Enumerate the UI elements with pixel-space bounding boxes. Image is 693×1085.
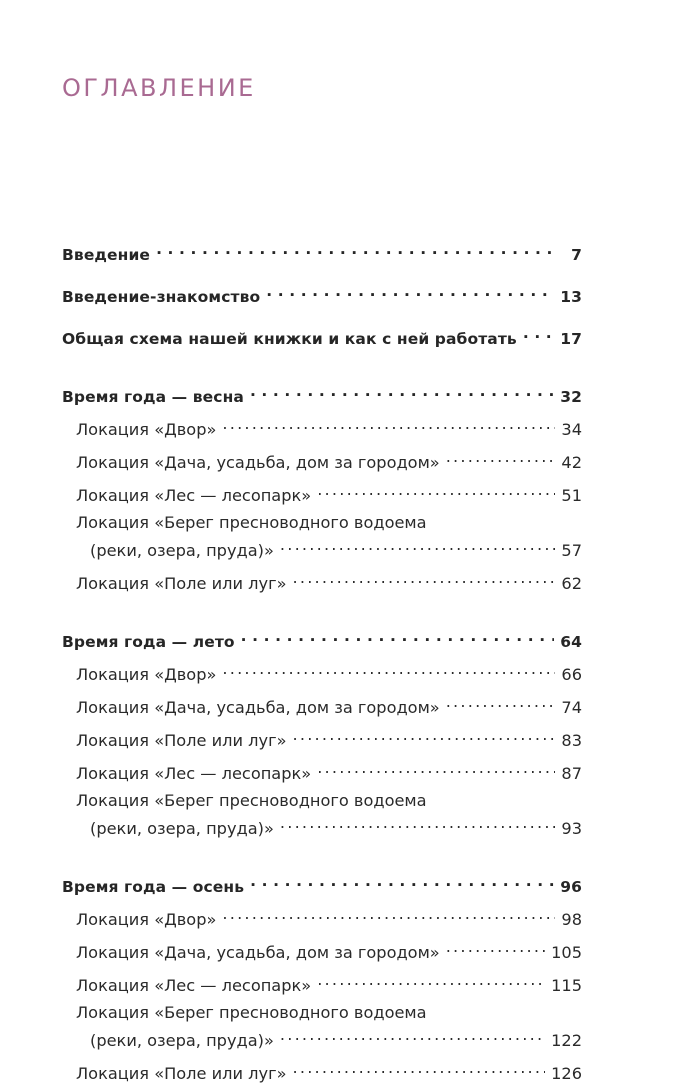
toc-item-page: 126 xyxy=(551,1064,582,1083)
dot-leader xyxy=(317,969,545,991)
toc-item-label: Локация «Лес — лесопарк» xyxy=(76,764,312,783)
toc-entry-page: 17 xyxy=(560,330,582,348)
toc-item-page: 93 xyxy=(561,819,582,838)
toc-entry-introduction[interactable] xyxy=(62,238,582,266)
toc-item[interactable] xyxy=(62,903,582,931)
toc-item-label-line2: (реки, озера, пруда)» xyxy=(90,819,274,838)
dot-leader xyxy=(241,625,555,647)
toc-item-page: 66 xyxy=(561,665,582,684)
toc-item-label: Локация «Двор» xyxy=(76,910,217,929)
toc-item-label: Локация «Поле или луг» xyxy=(76,731,287,750)
dot-leader xyxy=(317,479,555,501)
dot-leader xyxy=(222,413,555,435)
toc-item-label: Локация «Поле или луг» xyxy=(76,574,287,593)
toc-item-page: 74 xyxy=(561,698,582,717)
toc-section-page: 96 xyxy=(560,878,582,896)
toc-section-page: 64 xyxy=(560,633,582,651)
dot-leader xyxy=(317,757,555,779)
dot-leader xyxy=(293,567,556,589)
toc-item-label: Локация «Поле или луг» xyxy=(76,1064,287,1083)
toc-item[interactable] xyxy=(62,658,582,686)
toc-entry-label: Общая схема нашей книжки и как с ней работать xyxy=(62,330,517,348)
toc-item[interactable] xyxy=(62,1024,582,1052)
toc-item[interactable] xyxy=(62,969,582,997)
dot-leader xyxy=(446,936,545,958)
toc-item[interactable] xyxy=(62,724,582,752)
toc-item-label: Локация «Дача, усадьба, дом за городом» xyxy=(76,453,440,472)
toc-section-title: Время года — осень xyxy=(62,878,245,896)
toc-item-label: Локация «Двор» xyxy=(76,665,217,684)
toc-item-label-line1[interactable]: Локация «Берег пресноводного водоема xyxy=(76,791,427,810)
toc-item-page: 122 xyxy=(551,1031,582,1050)
toc-section-autumn[interactable] xyxy=(62,870,582,898)
toc-item-page: 98 xyxy=(561,910,582,929)
dot-leader xyxy=(293,724,556,746)
toc-item-page: 51 xyxy=(561,486,582,505)
toc-item[interactable] xyxy=(62,936,582,964)
toc-item-label: Локация «Лес — лесопарк» xyxy=(76,486,312,505)
toc-item-label: Локация «Двор» xyxy=(76,420,217,439)
table-of-contents xyxy=(62,238,582,1085)
toc-entry-scheme[interactable] xyxy=(62,322,582,350)
dot-leader xyxy=(250,870,554,892)
toc-entry-acquaintance[interactable] xyxy=(62,280,582,308)
dot-leader xyxy=(280,812,556,834)
toc-section-title: Время года — лето xyxy=(62,633,235,651)
toc-item-page: 34 xyxy=(561,420,582,439)
toc-item-label: Локация «Дача, усадьба, дом за городом» xyxy=(76,943,440,962)
toc-item[interactable] xyxy=(62,567,582,595)
dot-leader xyxy=(156,238,558,260)
toc-item[interactable] xyxy=(62,534,582,562)
dot-leader xyxy=(280,534,556,556)
dot-leader xyxy=(280,1024,545,1046)
toc-item[interactable] xyxy=(62,691,582,719)
toc-section-summer[interactable] xyxy=(62,625,582,653)
toc-item-page: 62 xyxy=(561,574,582,593)
toc-item-label: Локация «Дача, усадьба, дом за городом» xyxy=(76,698,440,717)
dot-leader xyxy=(222,658,555,680)
toc-item[interactable] xyxy=(62,413,582,441)
toc-item-page: 87 xyxy=(561,764,582,783)
toc-item[interactable] xyxy=(62,812,582,840)
toc-item-page: 42 xyxy=(561,453,582,472)
dot-leader xyxy=(250,380,554,402)
dot-leader xyxy=(293,1057,546,1079)
toc-item-page: 105 xyxy=(551,943,582,962)
toc-item[interactable] xyxy=(62,479,582,507)
toc-entry-page: 13 xyxy=(560,288,582,306)
dot-leader xyxy=(446,446,556,468)
toc-item-label-line1[interactable]: Локация «Берег пресноводного водоема xyxy=(76,513,427,532)
dot-leader xyxy=(523,322,554,344)
dot-leader xyxy=(222,903,555,925)
dot-leader xyxy=(446,691,556,713)
dot-leader xyxy=(266,280,554,302)
toc-item-label: Локация «Лес — лесопарк» xyxy=(76,976,312,995)
toc-item[interactable] xyxy=(62,1057,582,1085)
toc-item-label-line2: (реки, озера, пруда)» xyxy=(90,1031,274,1050)
toc-entry-label: Введение xyxy=(62,246,151,264)
toc-item-label-line1[interactable]: Локация «Берег пресноводного водоема xyxy=(76,1003,427,1022)
toc-entry-label: Введение-знакомство xyxy=(62,288,261,306)
toc-item-page: 57 xyxy=(561,541,582,560)
toc-section-spring[interactable] xyxy=(62,380,582,408)
toc-item-label-line2: (реки, озера, пруда)» xyxy=(90,541,274,560)
toc-item-page: 83 xyxy=(561,731,582,750)
page-title: ОГЛАВЛЕНИЕ xyxy=(62,74,256,102)
toc-item-page: 115 xyxy=(551,976,582,995)
toc-item[interactable] xyxy=(62,757,582,785)
toc-entry-page: 7 xyxy=(571,246,582,264)
toc-section-title: Время года — весна xyxy=(62,388,244,406)
toc-item[interactable] xyxy=(62,446,582,474)
toc-section-page: 32 xyxy=(560,388,582,406)
